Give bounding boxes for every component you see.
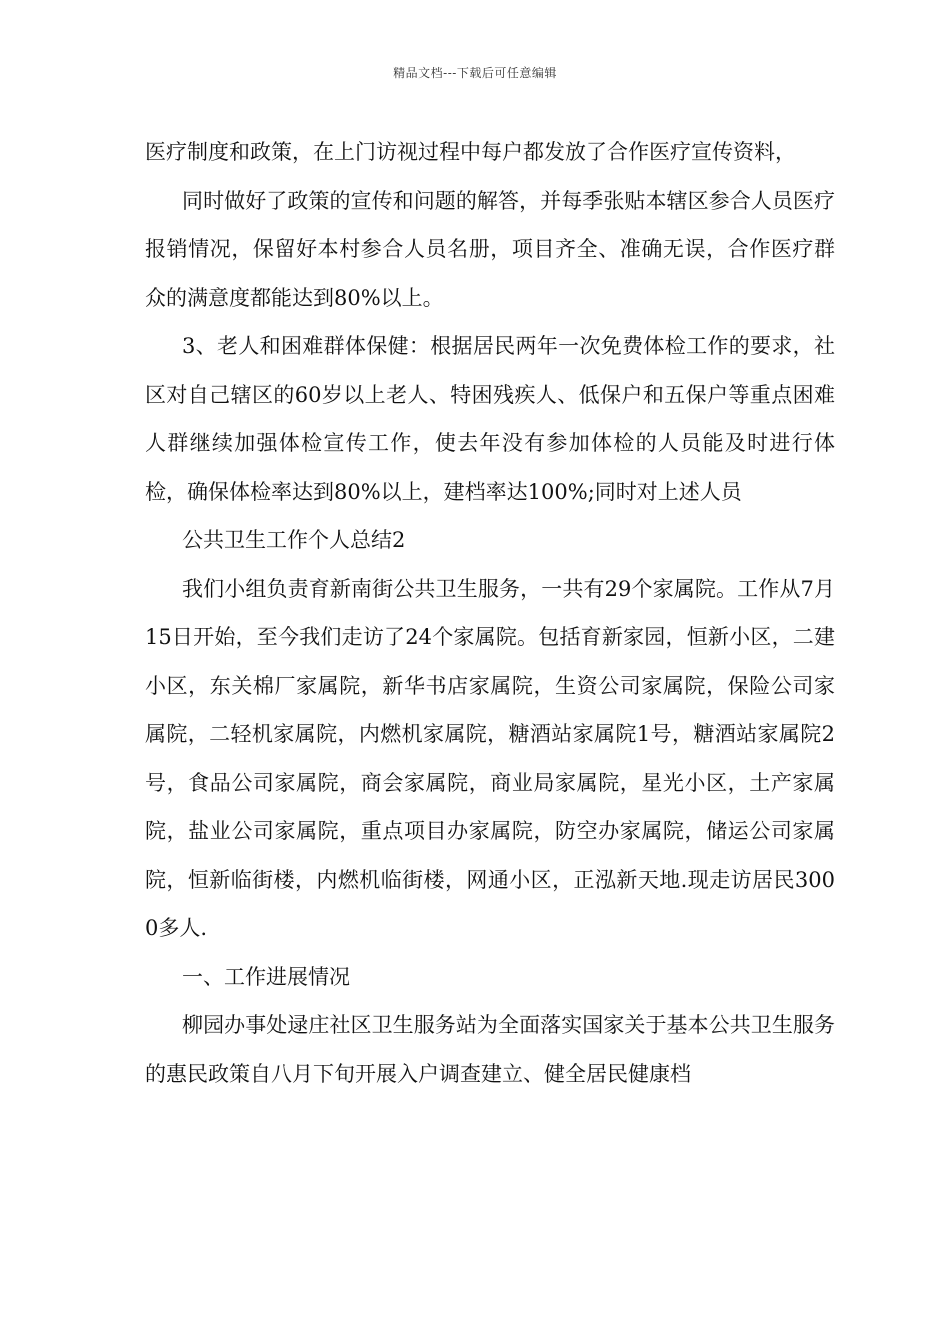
paragraph-service-station: 柳园办事处逯庄社区卫生服务站为全面落实国家关于基本公共卫生服务的惠民政策自八月下旬开展入户调查建立、健全居民健康档 (145, 1013, 835, 1086)
document-body (145, 128, 835, 1098)
paragraph-elderly-care: 3、老人和困难群体保健：根据居民两年一次免费体检工作的要求，社区对自己辖区的60岁以上老人、特困残疾人、低保户和五保户等重点困难人群继续加强体检宣传工作，使去年没有参加体检的人员能及时进行体检，确保体检率达到80%以上，建档率达100%;同时对上述人员 (145, 334, 835, 504)
section-title-summary-2: 公共卫生工作个人总结2 (182, 528, 406, 552)
paragraph-policy-materials: 医疗制度和政策，在上门访视过程中每户都发放了合作医疗宣传资料， (145, 140, 796, 164)
page-header: 精品文档---下载后可任意编辑 (393, 66, 557, 80)
paragraph-group-visits: 我们小组负责育新南街公共卫生服务，一共有29个家属院。工作从7月15日开始，至今我们走访了24个家属院。包括育新家园，恒新小区，二建小区，东关棉厂家属院，新华书店家属院，生资公司家属院，保险公司家属院，二轻机家属院，内燃机家属院，糖酒站家属院1号，糖酒站家属院2号，食品公司家属院，商会家属院，商业局家属院，星光小区，土产家属院，盐业公司家属院，重点项目办家属院，防空办家属院，储运公司家属院，恒新临街楼，内燃机临街楼，网通小区，正泓新天地.现走访居民3000多人. (145, 576, 835, 940)
paragraph-policy-publicity: 同时做好了政策的宣传和问题的解答，并每季张贴本辖区参合人员医疗报销情况，保留好本村参合人员名册，项目齐全、准确无误，合作医疗群众的满意度都能达到80%以上。 (145, 188, 835, 310)
section-heading-progress: 一、工作进展情况 (182, 964, 350, 989)
